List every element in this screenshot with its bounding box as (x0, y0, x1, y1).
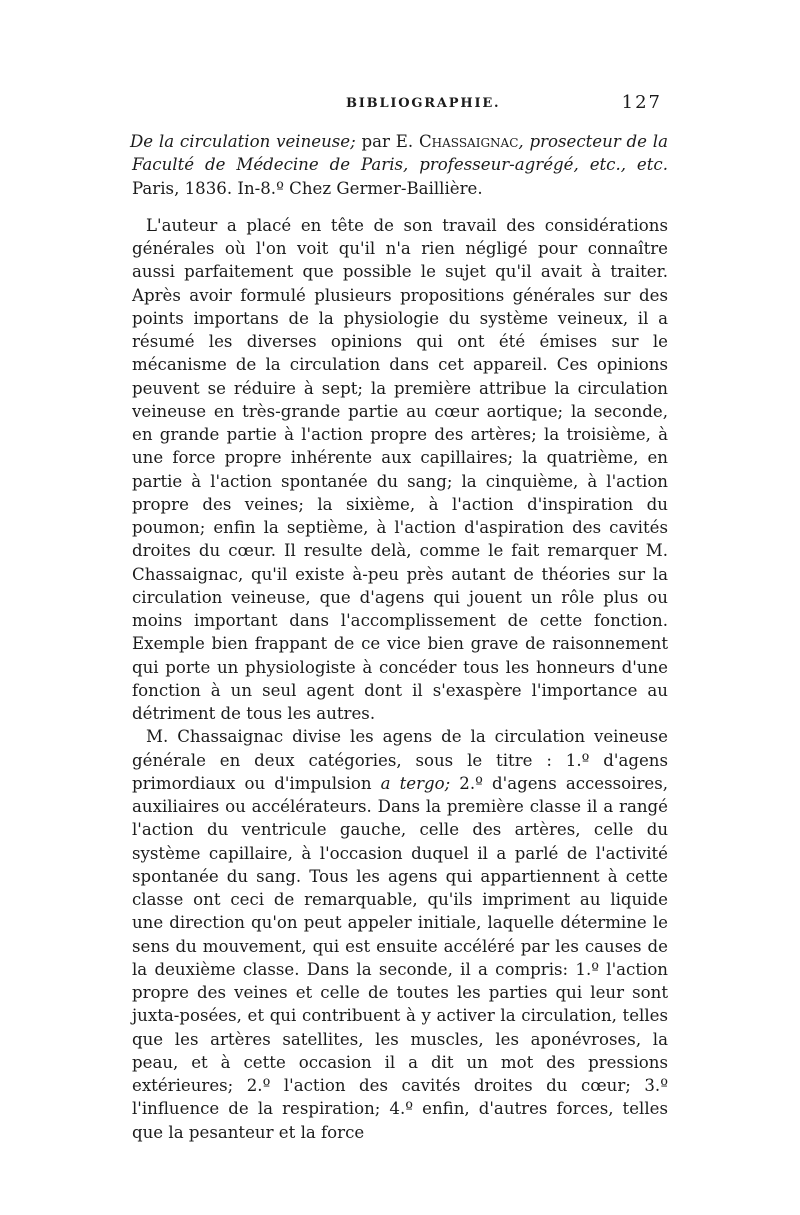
review-text (132, 214, 668, 1144)
page-number: 127 (621, 92, 662, 113)
running-title: BIBLIOGRAPHIE. (346, 96, 501, 111)
entry-by: par E. (355, 132, 419, 151)
paragraph-2-italic: a tergo; (380, 773, 451, 793)
bibliographic-entry (132, 130, 668, 200)
paragraph-2-start: M. Chassaignac divise les agens de la circulation veineuse générale en deux catégories, sous le titre : 1.º d'agens primordiaux ou d'impulsion (132, 727, 668, 793)
publication-info: Paris, 1836. In-8.º Chez Germer-Baillière. (132, 178, 483, 198)
book-page (132, 92, 668, 1144)
work-title: De la circulation veineuse; (130, 132, 356, 151)
paragraph-1: L'auteur a placé en tête de son travail des considérations générales où l'on voit qu'il n'a rien négligé pour connaître aussi parfaitement que possible le sujet qu'il avait à traiter. Après avoir formulé plusieurs propositions générales sur des points importans de la physiologie du système veineux, il a résumé les diverses opinions qui ont été émises sur le mécanisme de la circulation dans cet appareil. Ces opinions peuvent se réduire à sept; la première attribue la circulation veineuse en très-grande partie au cœur aortique; la seconde, en grande partie à l'action propre des artères; la troisième, à une force propre inhérente aux capillaires; la quatrième, en partie à l'action spontanée du sang; la cinquième, à l'action propre des veines; la sixième, à l'action d'inspiration du poumon; enfin la septième, à l'action d'aspiration des cavités droites du cœur. Il resulte delà, comme le fait remarquer M. Chassaignac, qu'il existe à-peu près autant de théories sur la circulation veineuse, que d'agens qui jouent un rôle plus ou moins important dans l'accomplissement de cette fonction. Exemple bien frappant de ce vice bien grave de raisonnement qui porte un physiologiste à concéder tous les honneurs d'une fonction à un seul agent dont il s'exaspère l'importance au détriment de tous les autres. (132, 215, 668, 724)
paragraph-2-end: 2.º d'agens accessoires, auxiliaires ou accélérateurs. Dans la première classe il a rangé l'action du ventricule gauche, celle des artères, celle du système capillaire, à l'occasion duquel il a parlé de l'activité spontanée du sang. Tous les agens qui appartiennent à cette classe ont ceci de remarquable, qu'ils impriment au liquide une direction qu'on peut appeler initiale, laquelle détermine le sens du mouvement, qui est ensuite accéléré par les causes de la deuxième classe. Dans la seconde, il a compris: 1.º l'action propre des veines et celle de toutes les parties qui leur sont juxta-posées, et qui contribuent à y activer la circulation, telles que les artères satellites, les muscles, les aponévroses, la peau, et à cette occasion il a dit un mot des pressions extérieures; 2.º l'action des cavités droites du cœur; 3.º l'influence de la respiration; 4.º enfin, d'autres forces, telles que la pesanteur et la force (132, 773, 668, 1142)
author-role: , prosecteur de la Faculté de Médecine de Paris, professeur-agrégé, etc., etc. (132, 132, 668, 175)
paragraph-2 (132, 725, 668, 1144)
running-head (132, 92, 668, 120)
author-name: Chassaignac (418, 132, 519, 151)
